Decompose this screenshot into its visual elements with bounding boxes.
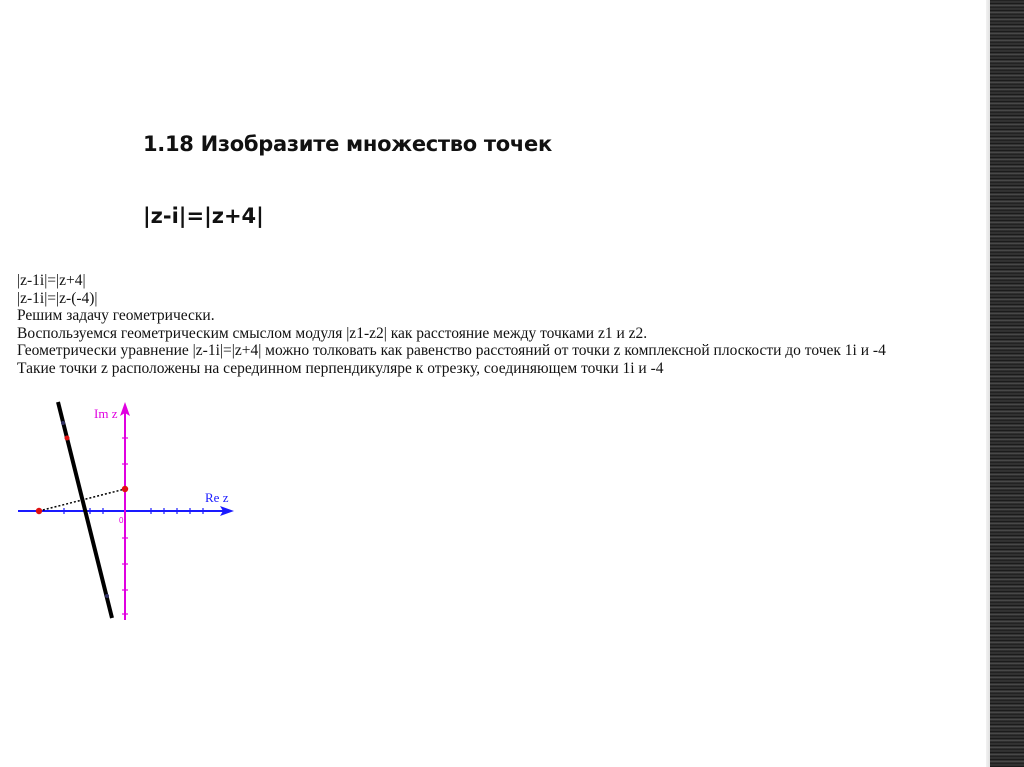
bisector-mark [61, 421, 65, 425]
point-minus-4 [36, 508, 42, 514]
slide-equation: |z-i|=|z+4| [143, 204, 264, 228]
solution-line: |z-1i|=|z+4| [17, 272, 86, 289]
re-axis-label: Re z [205, 490, 229, 505]
bisector-mark [105, 594, 109, 598]
im-axis-label: Im z [94, 406, 118, 421]
point-1i [122, 486, 128, 492]
solution-line: Решим задачу геометрически. [17, 307, 215, 324]
solution-line: Такие точки z расположены на серединном перпендикуляре к отрезку, соединяющем точки 1i и -4 [17, 359, 664, 377]
torn-edge-border [990, 0, 1024, 767]
slide-title: 1.18 Изобразите множество точек [143, 132, 552, 156]
bisector-point [65, 436, 70, 441]
solution-line: Воспользуемся геометрическим смыслом модуля |z1-z2| как расстояние между точками z1 и z2. [17, 324, 648, 342]
solution-line: |z-1i|=|z-(-4)| [17, 289, 98, 307]
complex-plane-figure [14, 398, 254, 623]
solution-text [17, 272, 977, 377]
solution-line: Геометрически уравнение |z-1i|=|z+4| можно толковать как равенство расстояний от точки z комплексной плоскости до точек 1i и -4 [17, 342, 886, 359]
origin-label: 0 [119, 516, 124, 525]
